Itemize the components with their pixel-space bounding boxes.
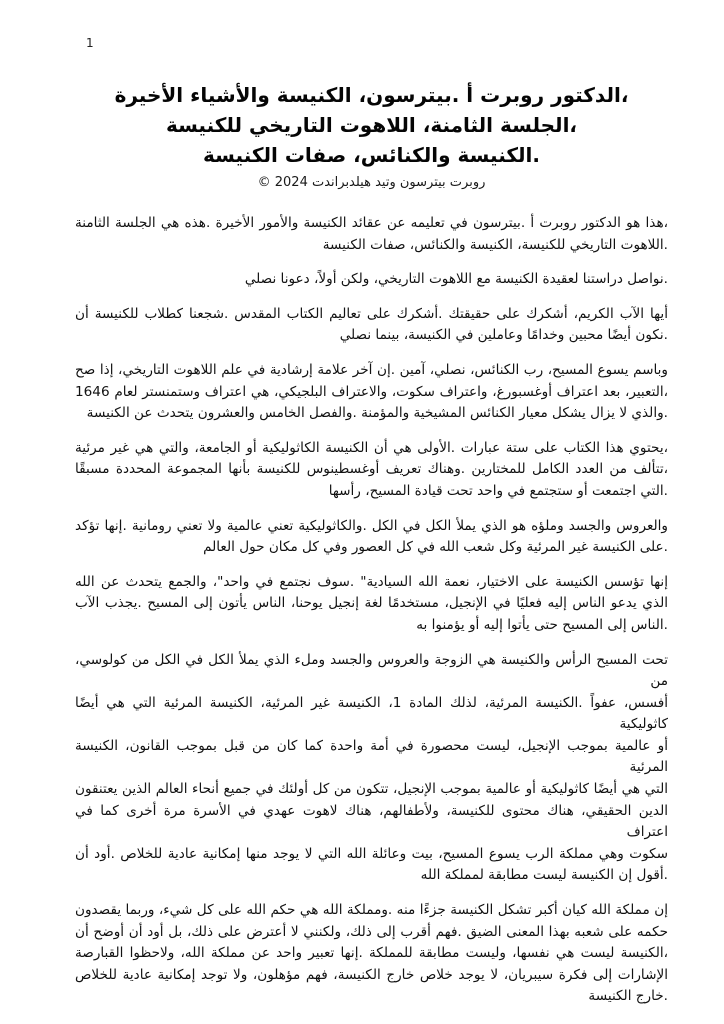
text-line: ،الكنيسة ليست هي نفسها، وليست مطابقة للمملكة .إنها تعبير واحد عن مملكة الله، ولاحظوا القبارصة	[75, 945, 668, 962]
paragraph	[75, 213, 668, 256]
text-line: .نكون أيضًا محبين وخدامًا وعاملين في الكنيسة، بينما نصلي	[339, 327, 668, 344]
document-content	[75, 80, 668, 1021]
text-line: تحت المسيح الرأس والكنيسة هي الزوجة والعروس والجسد وملء الذي يملأ الكل في الكل من كولوسي، من	[75, 651, 668, 690]
text-line: والعروس والجسد وملؤه هو الذي يملأ الكل في الكل .والكاثوليكية تعني عالمية ولا تعني رومانية .إنها تؤكد	[75, 517, 668, 534]
text-line: .خارج الكنيسة	[588, 988, 668, 1005]
text-line: أو عالمية بموجب الإنجيل، ليست محصورة في أمة واحدة كما كان من قبل بموجب القانون، الكنيسة المرئية	[75, 737, 668, 776]
title-line-3: .الكنيسة والكنائس، صفات الكنيسة	[203, 143, 540, 167]
paragraph	[75, 900, 668, 1008]
text-line: .التي اجتمعت أو ستجتمع في واحد تحت قيادة المسيح، رأسها	[328, 482, 668, 499]
text-line: أيها الآب الكريم، أشكرك على حقيقتك .أشكرك على تعاليم الكتاب المقدس .شجعنا كطلاب للكنيسة أن	[75, 305, 668, 322]
page-number: 1	[86, 36, 94, 50]
copyright-line: روبرت بيترسون وتيد هيلدبراندت 2024 ©	[257, 175, 486, 190]
paragraph	[75, 438, 668, 503]
paragraph	[75, 360, 668, 425]
title-line-2: ،الجلسة الثامنة، اللاهوت التاريخي للكنيسة	[165, 113, 578, 137]
paragraph	[75, 572, 668, 637]
text-line: .الناس إلى المسيح حتى يأتوا إليه أو يؤمنوا به	[416, 616, 668, 633]
paragraph	[75, 516, 668, 559]
document-body	[75, 213, 668, 1008]
text-line: حكمه على شعبه بهذا المعنى الضيق .فهم أقرب إلى ذلك، ولكنني لا أعترض على ذلك، بل أود أن أوضح أن	[75, 923, 668, 940]
text-line: الإشارات إلى فكرة سيبريان، لا يوجد خلاص خارج الكنيسة، فهم مؤهلون، ولا توجد إمكانية عادية للخلاص	[75, 966, 668, 983]
text-line: الدين الحقيقي، هناك محتوى للكنيسة، ولأطفالهم، هناك لاهوت عهدي في الأسرة مرة أخرى كما في اعتراف	[75, 802, 668, 841]
text-line: أفسس، عفواً .الكنيسة المرئية، لذلك المادة 1، الكنيسة غير المرئية، الكنيسة المرئية التي هي أيضًا كاثوليكية	[75, 694, 668, 733]
paragraph	[75, 650, 668, 888]
text-line: التي هي أيضًا كاثوليكية أو عالمية بموجب الإنجيل، تتكون من كل أولئك في جميع أنحاء العالم الذين يعتنقون	[75, 781, 668, 798]
text-line: ،تتألف من العدد الكامل للمختارين .وهناك تعريف أوغسطينوس للكنيسة بأنها المجموعة المحددة مسبقًا	[75, 461, 668, 478]
text-line: الذي يدعو الناس إليه فعليًا في الإنجيل، مستخدمًا لغة إنجيل يوحنا، الناس يأتون إلى المسيح .يجذب الآب	[75, 595, 668, 612]
text-line: إن مملكة الله كيان أكبر تشكل الكنيسة جزءًا منه .ومملكة الله هي حكم الله على كل شيء، وربما يقصدون	[75, 902, 668, 919]
text-line: وباسم يسوع المسيح، رب الكنائس، نصلي، آمين .إن آخر علامة إرشادية في علم اللاهوت التاريخي، إذا صح	[75, 361, 668, 378]
text-line: .والذي لا يزال يشكل معيار الكنائس المشيخية والمؤمنة .والفصل الخامس والعشرون يتحدث عن الكنيسة	[86, 405, 668, 422]
document-title	[75, 80, 668, 170]
text-line: .نواصل دراستنا لعقيدة الكنيسة مع اللاهوت التاريخي، ولكن أولاً، دعونا نصلي	[244, 271, 668, 288]
paragraph	[75, 269, 668, 291]
text-line: .على الكنيسة غير المرئية وكل شعب الله في كل العصور وفي كل مكان حول العالم	[203, 539, 668, 556]
text-line: .أقول إن الكنيسة ليست مطابقة لمملكة الله	[420, 867, 668, 884]
text-line: ،يحتوي هذا الكتاب على ستة عبارات .الأولى هي أن الكنيسة الكاثوليكية أو الجامعة، والتي هي غير مرئية	[75, 439, 668, 456]
text-line: سكوت وهي مملكة الرب يسوع المسيح، بيت وعائلة الله التي لا يوجد منها إمكانية عادية للخلاص .أود أن	[75, 845, 668, 862]
text-line: ،هذا هو الدكتور روبرت أ .بيترسون في تعليمه عن عقائد الكنيسة والأمور الأخيرة .هذه هي الجلسة الثامنة	[75, 215, 668, 231]
text-line: .اللاهوت التاريخي للكنيسة، الكنيسة والكنائس، صفات الكنيسة	[322, 236, 668, 253]
text-line: إنها تؤسس الكنيسة على الاختيار، نعمة الله السيادية" .سوف نجتمع في واحد"، والجمع يتحدث عن الله	[75, 573, 668, 590]
text-line: ،التعبير، بعد اعتراف أوغسبورغ، واعتراف سكوت، والاعتراف البلجيكي، هي اعتراف وستمنستر لعام 1646	[75, 383, 668, 400]
title-line-1: ،الدكتور روبرت أ .بيترسون، الكنيسة والأشياء الأخيرة	[114, 83, 629, 107]
paragraph	[75, 304, 668, 347]
